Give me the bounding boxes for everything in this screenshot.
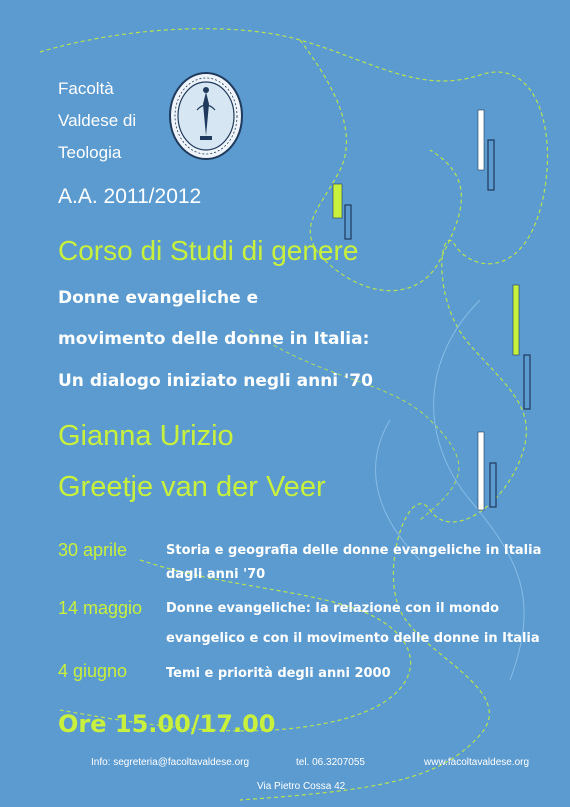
footer-website-link[interactable]: www.facoltavaldese.org: [424, 757, 530, 768]
decorative-bar: [513, 285, 519, 355]
hours: Ore 15.00/17.00: [58, 710, 276, 738]
speaker-name: Gianna Urizio: [58, 420, 234, 452]
course-subtitle-line-3: Un dialogo iniziato negli anni '70: [58, 371, 373, 391]
decorative-bar: [488, 140, 494, 190]
decorative-bar: [478, 110, 484, 170]
footer-phone: tel. 06.3207055: [296, 757, 365, 768]
session-date: 14 maggio: [58, 598, 143, 618]
seal-icon: [167, 70, 245, 162]
speaker-name: Greetje van der Veer: [58, 471, 326, 503]
footer-info-email[interactable]: Info: segreteria@facoltavaldese.org: [91, 757, 250, 768]
institution-line-3: Teologia: [58, 143, 122, 162]
session-topic-line: Temi e priorità degli anni 2000: [166, 666, 391, 681]
session-topic-line: Storia e geografia delle donne evangeliche in Italia: [166, 543, 542, 558]
decorative-bar: [345, 205, 351, 239]
session-date: 4 giugno: [58, 661, 128, 681]
institution-line-1: Facoltà: [58, 79, 114, 98]
session-topic-line: Donne evangeliche: la relazione con il mondo: [166, 601, 500, 616]
course-subtitle-line-1: Donne evangeliche e: [58, 288, 259, 308]
decorative-bar: [478, 432, 484, 510]
decorative-bar: [333, 184, 342, 218]
course-subtitle-line-2: movimento delle donne in Italia:: [58, 329, 370, 349]
footer-address: Via Pietro Cossa 42: [257, 781, 346, 792]
course-title: Corso di Studi di genere: [58, 235, 359, 266]
academic-year: A.A. 2011/2012: [58, 185, 202, 208]
institution-line-2: Valdese di: [58, 111, 137, 130]
decorative-bar: [524, 355, 530, 409]
session-topic-line: evangelico e con il movimento delle donne in Italia: [166, 631, 540, 646]
session-topic-line: dagli anni '70: [166, 567, 266, 582]
decorative-bar: [490, 463, 496, 507]
session-date: 30 aprile: [58, 540, 128, 560]
